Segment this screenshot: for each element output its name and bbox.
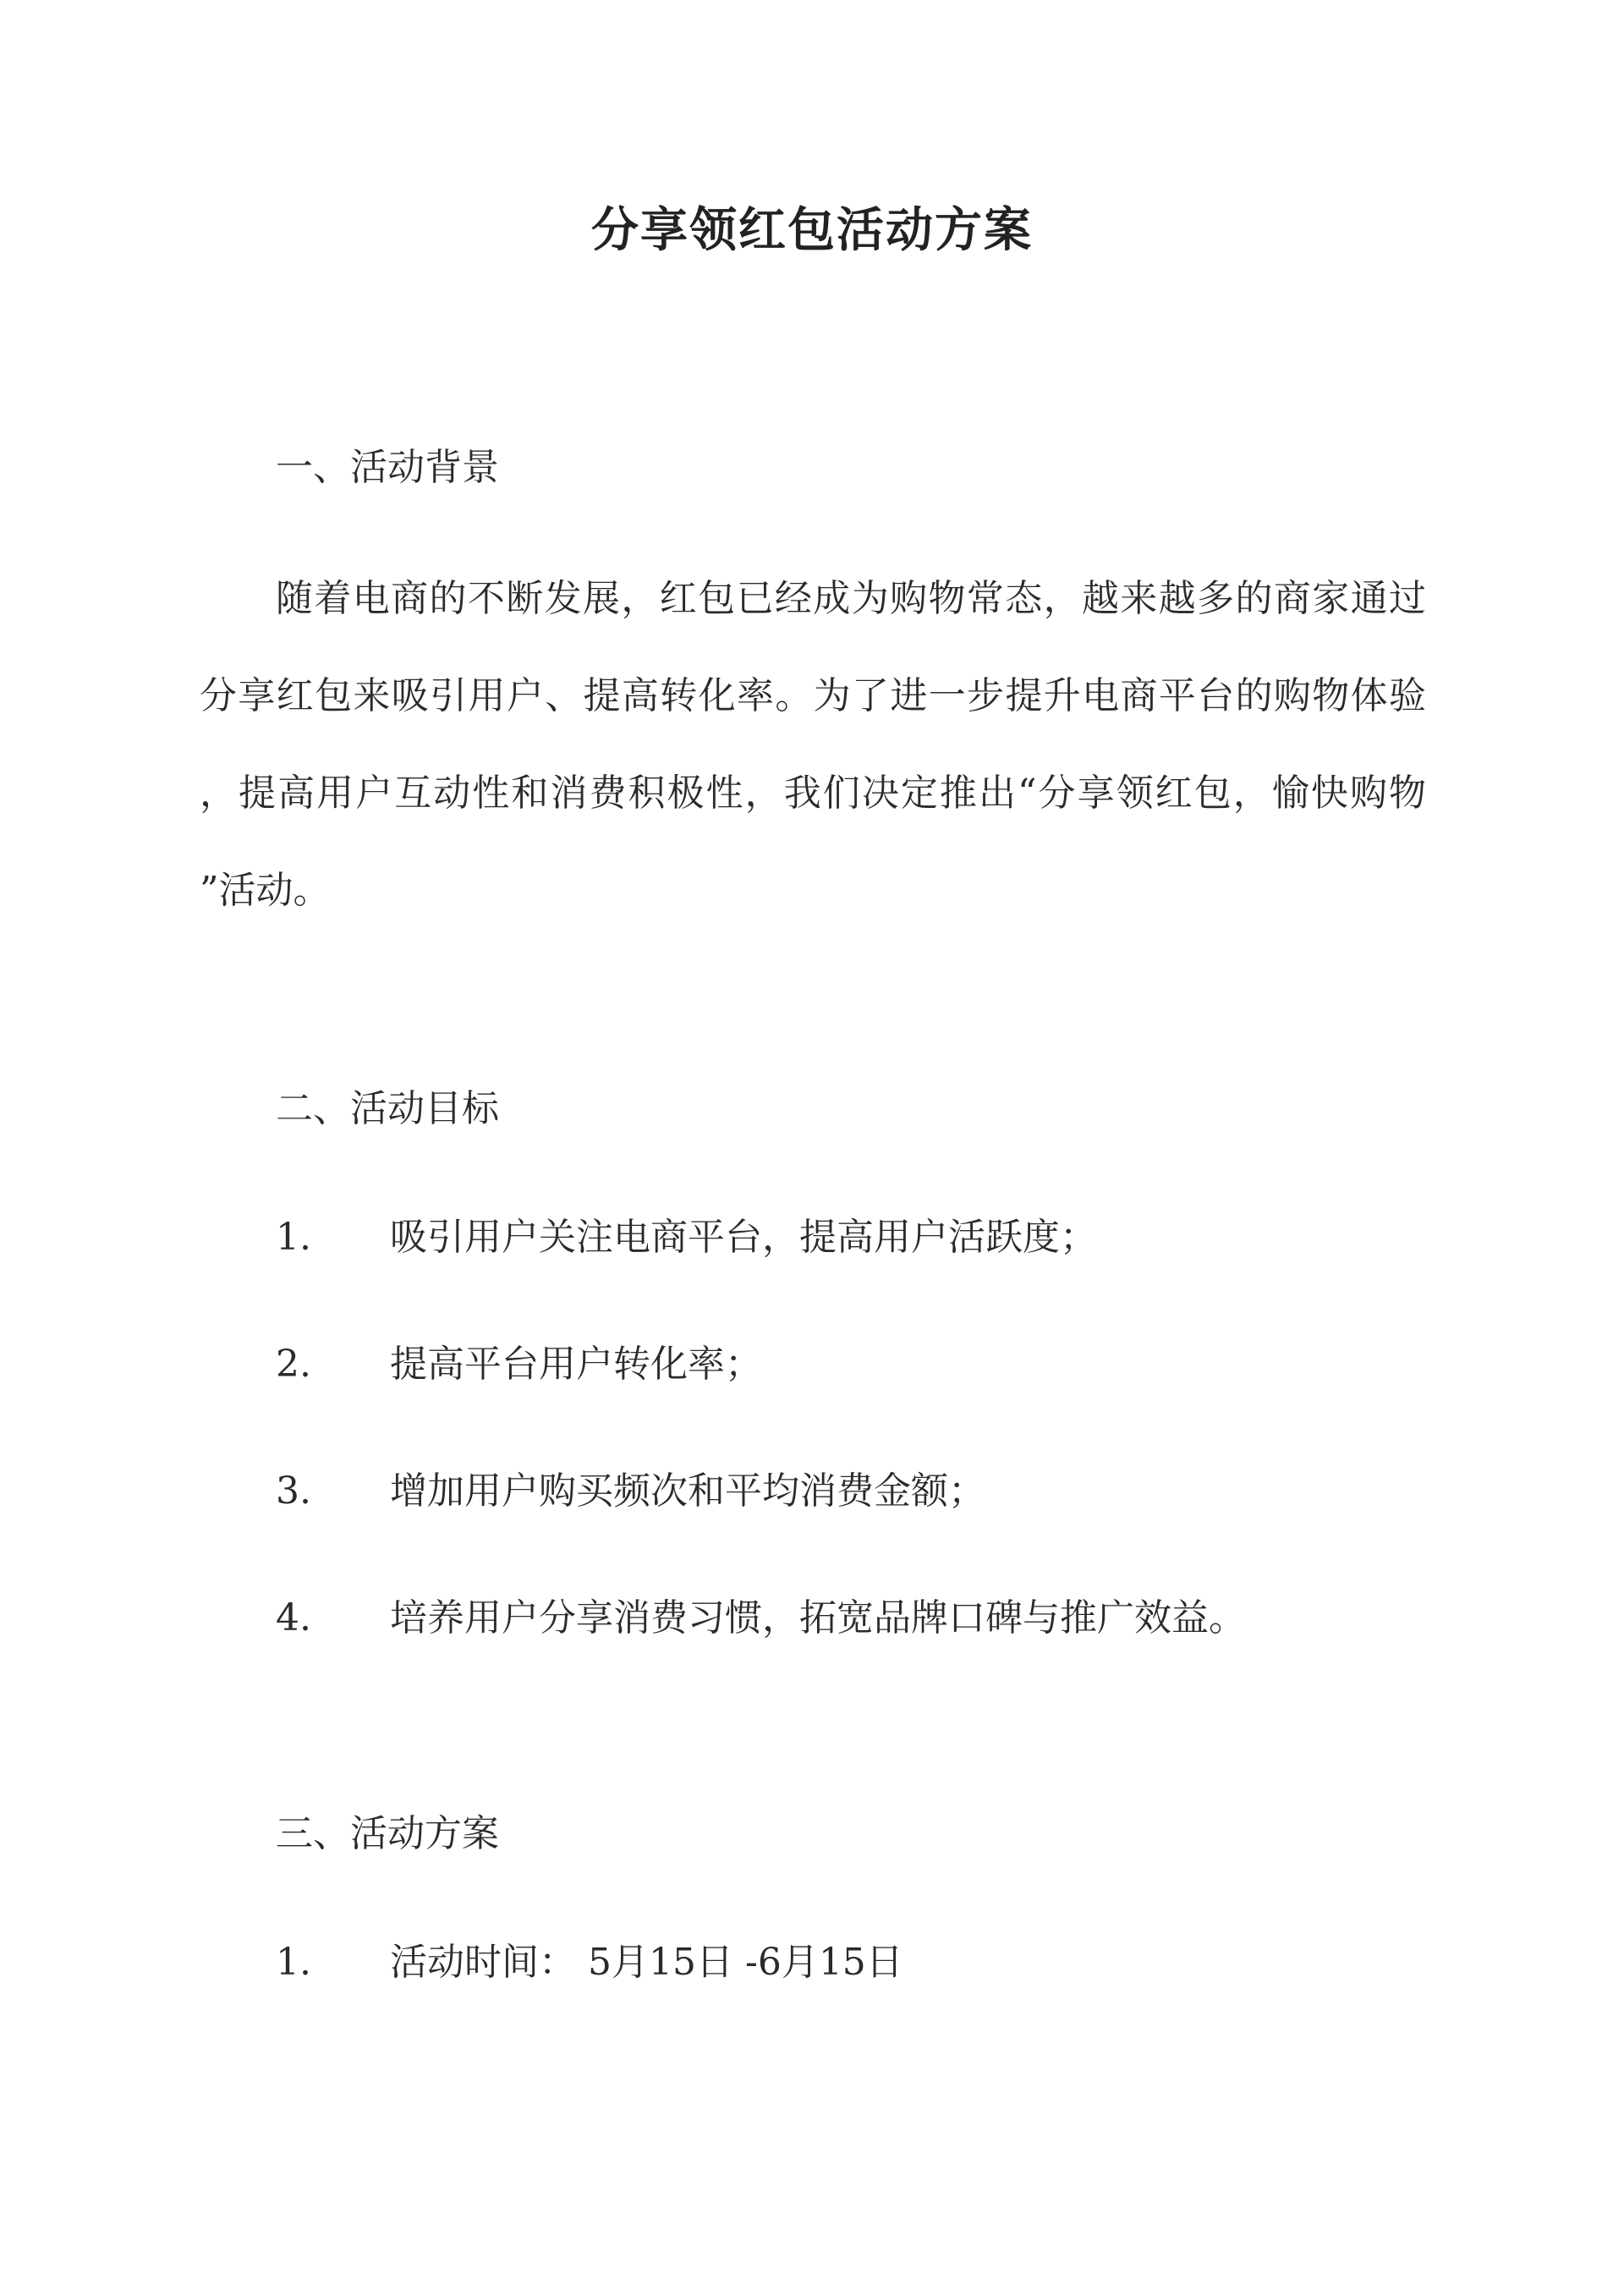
paragraph-line: 分享红包来吸引用户、提高转化率。为了进一步提升电商平台的购物体验 [200,674,1426,717]
list-item [276,1339,762,1390]
list-item-text: 培养用户分享消费习惯，拓宽品牌口碑与推广效益。 [390,1596,1246,1640]
list-item [276,1212,1097,1263]
list-item [276,1466,985,1517]
paragraph-line: 随着电商的不断发展，红包已经成为购物常态，越来越多的商家通过 [276,577,1426,620]
paragraph-line: ，提高用户互动性和消费积极性，我们决定推出“分享领红包，愉快购物 [200,772,1426,815]
section-heading-plan: 三、活动方案 [276,1812,499,1855]
list-item-number: 2. [276,1343,311,1386]
list-item-text: 提高平台用户转化率； [390,1343,762,1386]
list-item [276,1593,1246,1644]
section-heading-goals: 二、活动目标 [276,1087,499,1130]
list-item [276,1937,903,1988]
list-item-text: 吸引用户关注电商平台，提高用户活跃度； [390,1216,1097,1259]
list-item-number: 1. [276,1216,311,1259]
paragraph-line: ”活动。 [200,869,331,912]
list-item-number: 4. [276,1596,311,1640]
list-item-number: 3. [276,1469,311,1513]
list-item-number: 1. [276,1941,311,1984]
list-item-text: 活动时间： 5月15日 -6月15日 [390,1941,903,1984]
document-title: 分享领红包活动方案 [591,202,1033,258]
section-heading-background: 一、活动背景 [276,446,499,489]
list-item-text: 增加用户购买频次和平均消费金额； [390,1469,985,1513]
